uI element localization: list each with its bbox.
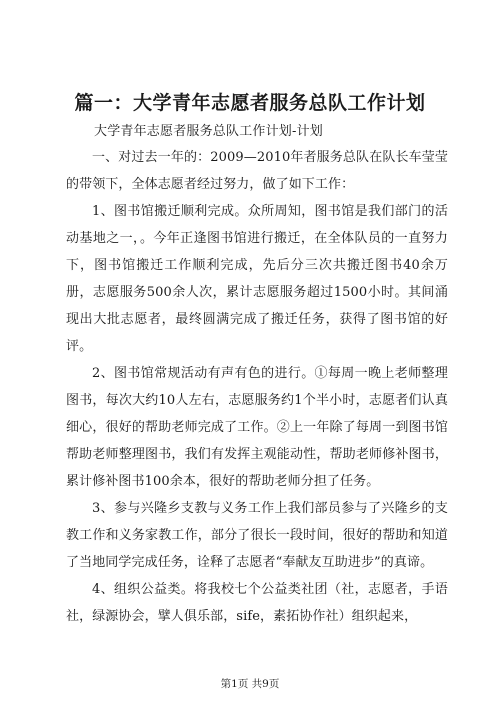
paragraph-xinglong-teaching: 3、参与兴隆乡支教与义务工作上我们部员参与了兴隆乡的支教工作和义务家教工作，部分了很长一段时间，很好的帮助和知道了当地同学完成任务，诠释了志愿者“奉献友互助进步”的真谛。 bbox=[66, 501, 448, 570]
page-number-footer: 第1页 共9页 bbox=[220, 678, 280, 690]
paragraph-public-welfare: 4、组织公益类。将我校七个公益类社团（社，志愿者，手语社，绿源协会，擘人俱乐部，sife，素拓协作社）组织起来， bbox=[66, 582, 448, 624]
paragraph-library-routine: 2、图书馆常规活动有声有色的进行。①每周一晚上老师整理图书，每次大约10人左右，志愿服务约1个半小时，志愿者们认真细心，很好的帮助老师完成了工作。②上一年除了每周一到图书馆帮助老师整理图书，我们有发挥主观能动性，帮助老师修补图书，累计修补图书100余本，很好的帮助老师分担了任务。 bbox=[66, 366, 448, 489]
document-subtitle: 大学青年志愿者服务总队工作计划-计划 bbox=[94, 124, 323, 139]
document-title: 篇一：大学青年志愿者服务总队工作计划 bbox=[74, 92, 426, 114]
paragraph-library-relocation: 1、图书馆搬迁顺利完成。众所周知，图书馆是我们部门的活动基地之一，。今年正逢图书馆进行搬迁，在全体队员的一直努力下，图书馆搬迁工作顺利完成，先后分三次共搬迁图书40余万册，志愿服务500余人次，累计志愿服务超过1500小时。其间涌现出大批志愿者，最终圆满完成了搬迁任务，获得了图书馆的好评。 bbox=[66, 204, 448, 354]
paragraph-summary-intro: 一、对过去一年的：2009—2010年者服务总队在队长车莹莹的带领下，全体志愿者经过努力，做了如下工作： bbox=[66, 150, 448, 192]
document-body bbox=[66, 120, 448, 630]
